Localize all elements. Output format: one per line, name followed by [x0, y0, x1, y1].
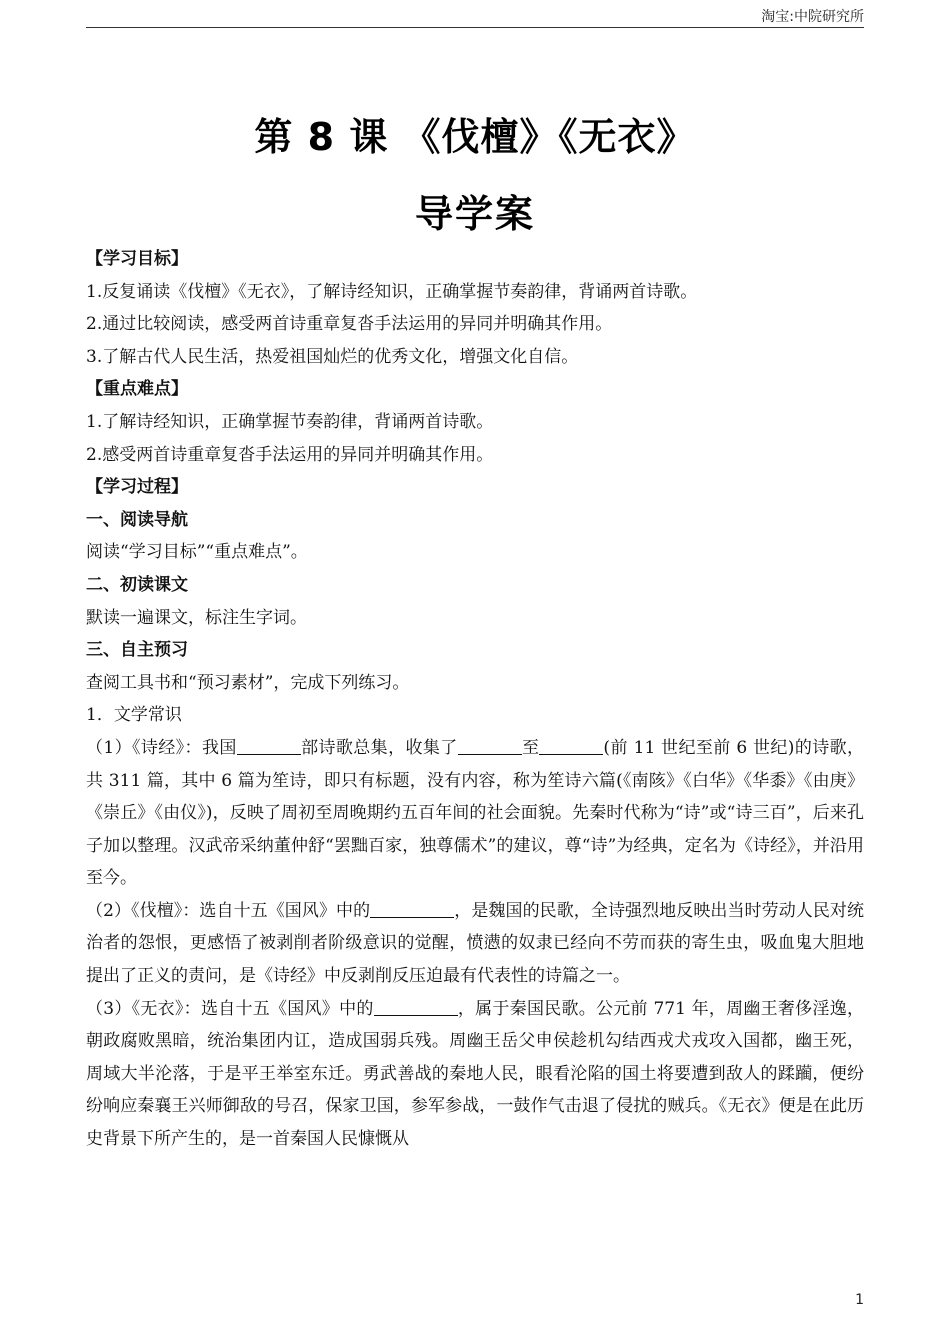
step2-heading: 二、初读课文 — [86, 574, 188, 595]
process-heading: 【学习过程】 — [86, 477, 188, 498]
item1-text-d: (前 11 世纪至前 6 世纪)的诗歌，共 311 篇，其中 6 篇为笙诗，即只有标题，没有内容，称为笙诗六篇(《南陔》《白华》《华黍》《由庚》《崇丘》《由仪》)，反映了周初至周晚期约五百年间的社会面貌。先秦时代称为“诗”或“诗三百”，后来孔子加以整理。汉武帝采纳董仲舒“罢黜百家，独尊儒术”的建议，尊“诗”为经典，定名为《诗经》，并沿用至今。 — [86, 737, 864, 889]
page-number: 1 — [855, 1292, 864, 1308]
blank-2 — [458, 737, 522, 755]
goals-heading: 【学习目标】 — [86, 249, 188, 269]
item1-text-c: 至 — [521, 737, 540, 758]
header-rule — [86, 27, 864, 28]
blank-3 — [539, 737, 603, 755]
item2-text-b: ，是魏国的民歌，全诗强烈地反映出当时劳动人民对统治者的怨恨，更感悟了被剥削者阶级意识的觉醒，愤懑的奴隶已经向不劳而获的寄生虫，吸血鬼大胆地提出了正义的责问，是《诗经》中反剥削反压迫最有代表性的诗篇之一。 — [86, 900, 864, 987]
blank-5 — [374, 998, 458, 1016]
blank-1 — [237, 737, 301, 755]
page-subtitle: 导学案 — [414, 192, 535, 236]
item1-text-b: 部诗歌总集，收集了 — [300, 737, 458, 758]
item3-paragraph — [86, 993, 864, 1156]
goal-item-2: 2.通过比较阅读，感受两首诗重章复沓手法运用的异同并明确其作用。 — [86, 314, 613, 335]
document-body — [86, 243, 864, 1156]
step3-heading: 三、自主预习 — [86, 640, 188, 661]
key-point-1: 1.了解诗经知识，正确掌握节奏韵律，背诵两首诗歌。 — [86, 411, 494, 432]
key-points-heading: 【重点难点】 — [86, 379, 188, 400]
item2-text-a: （2）《伐檀》：选自十五《国风》中的 — [86, 900, 371, 921]
page-title: 第 8 课 《伐檀》《无衣》 — [254, 115, 696, 159]
item3-text-b: ，属于秦国民歌。公元前 771 年，周幽王奢侈淫逸，朝政腐败黑暗，统治集团内讧，造成国弱兵残。周幽王岳父申侯趁机勾结西戎犬戎攻入国都，幽王死，周域大半沦落，于是平王举室东迁。勇武善战的秦地人民，眼看沦陷的国土将要遭到敌人的蹂躏，便纷纷响应秦襄王兴师御敌的号召，保家卫国，参军参战，一鼓作气击退了侵扰的贼兵。《无衣》便是在此历史背景下所产生的，是一首秦国人民慷慨从 — [86, 998, 864, 1150]
step2-text: 默读一遍课文，标注生字词。 — [86, 607, 307, 628]
header-shop-note: 淘宝:中院研究所 — [761, 9, 864, 25]
step3-text: 查阅工具书和“预习素材”，完成下列练习。 — [86, 672, 410, 693]
step1-heading: 一、阅读导航 — [86, 509, 188, 530]
goal-item-1: 1.反复诵读《伐檀》《无衣》，了解诗经知识，正确掌握节奏韵律，背诵两首诗歌。 — [86, 281, 698, 302]
item1-text-a: （1）《诗经》：我国 — [86, 737, 237, 758]
step1-text: 阅读“学习目标”“重点难点”。 — [86, 542, 308, 563]
literature-heading: 1．文学常识 — [86, 705, 182, 726]
key-point-2: 2.感受两首诗重章复沓手法运用的异同并明确其作用。 — [86, 444, 494, 465]
goal-item-3: 3.了解古代人民生活，热爱祖国灿烂的优秀文化，增强文化自信。 — [86, 346, 579, 367]
item2-paragraph — [86, 895, 864, 993]
item3-text-a: （3）《无衣》：选自十五《国风》中的 — [86, 998, 374, 1019]
blank-4 — [370, 900, 454, 918]
item1-paragraph — [86, 732, 864, 895]
